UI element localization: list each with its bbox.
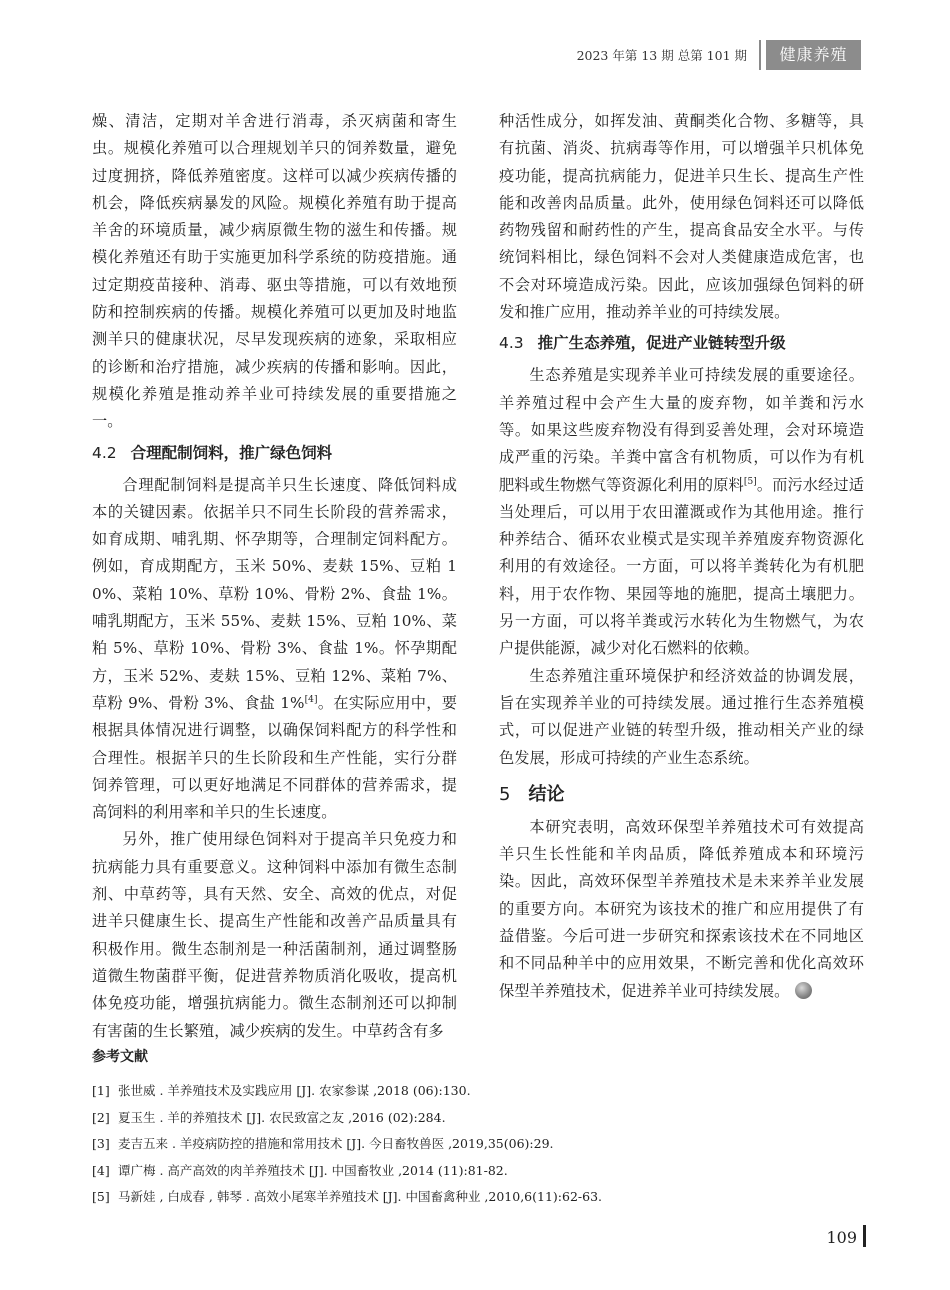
reference-item — [92, 1078, 852, 1105]
reference-number: [1] — [92, 1083, 110, 1098]
paragraph-text: 合理配制饲料是提高羊只生长速度、降低饲料成本的关键因素。依据羊只不同生长阶段的营养需求，如育成期、哺乳期、怀孕期等，合理制定饲料配方。例如，育成期配方，玉米 50%、麦麸 15%、豆粕 10%、菜粕 10%、草粉 10%、骨粉 2%、食盐 1%。哺乳期配方，玉米 55%、麦麸 15%、豆粕 10%、菜粕 5%、草粉 10%、骨粉 3%、食盐 1%。怀孕期配方，玉米 52%、麦麸 15%、豆粕 12%、菜粕 7%、草粉 9%、骨粉 3%、食盐 1% — [92, 475, 457, 712]
page-number-bar — [863, 1225, 866, 1247]
section-heading-4-2 — [92, 440, 457, 467]
page-number: 109 — [826, 1228, 857, 1247]
right-column — [499, 108, 864, 1005]
section-heading-5 — [499, 780, 864, 810]
reference-item — [92, 1158, 852, 1185]
left-column — [92, 108, 457, 1045]
end-mark-icon — [795, 982, 812, 999]
reference-number: [2] — [92, 1109, 110, 1125]
section-title: 合理配制饲料，推广绿色饲料 — [130, 443, 333, 462]
citation: [5] — [743, 476, 757, 487]
references — [92, 1046, 852, 1211]
reference-text: 谭广梅 . 高产高效的肉羊养殖技术 [J]. 中国畜牧业 ,2014 (11):81-82. — [118, 1162, 508, 1178]
section-title: 推广生态养殖，促进产业链转型升级 — [537, 334, 786, 353]
paragraph-text: 本研究表明，高效环保型羊养殖技术可有效提高羊只生长性能和羊肉品质，降低养殖成本和环境污染。因此，高效环保型羊养殖技术是未来养羊业发展的重要方向。本研究为该技术的推广和应用提供了有益借鉴。今后可进一步研究和探索该技术在不同地区和不同品种羊中的应用效果，不断完善和优化高效环保型羊养殖技术，促进养羊业可持续发展。 — [499, 817, 864, 1000]
section-tag: 健康养殖 — [766, 40, 861, 70]
paragraph: 种活性成分，如挥发油、黄酮类化合物、多糖等，具有抗菌、消炎、抗病毒等作用，可以增强羊只机体免疫功能，提高抗病能力，促进羊只生长、提高生产性能和改善肉品质量。此外，使用绿色饲料还可以降低药物残留和耐药性的产生，提高食品安全水平。与传统饲料相比，绿色饲料不会对人类健康造成危害，也不会对环境造成污染。因此，应该加强绿色饲料的研发和推广应用，推动养羊业的可持续发展。 — [499, 112, 864, 322]
issue-info: 2023 年第 13 期 总第 101 期 — [576, 48, 747, 63]
paragraph-text: 生态养殖是实现养羊业可持续发展的重要途径。羊养殖过程中会产生大量的废弃物，如羊粪和污水等。如果这些废弃物没有得到妥善处理，会对环境造成严重的污染。羊粪中富含有机物质，可以作为有机肥料或生物燃气等资源化利用的原料 — [499, 366, 864, 494]
citation: [4] — [304, 694, 318, 705]
paragraph: 燥、清洁，定期对羊舍进行消毒，杀灭病菌和寄生虫。规模化养殖可以合理规划羊只的饲养数量，避免过度拥挤，降低养殖密度。这样可以减少疾病传播的机会，降低疾病暴发的风险。规模化养殖有助于提高羊舍的环境质量，减少病原微生物的滋生和传播。规模化养殖还有助于实施更加科学系统的防疫措施。通过定期疫苗接种、消毒、驱虫等措施，可以有效地预防和控制疾病的传播。规模化养殖可以更加及时地监测羊只的健康状况，尽早发现疾病的迹象，采取相应的诊断和治疗措施，减少疾病的传播和影响。因此，规模化养殖是推动养羊业可持续发展的重要措施之一。 — [92, 112, 457, 431]
section-number: 4.3 — [499, 334, 524, 353]
paragraph: 生态养殖注重环境保护和经济效益的协调发展，旨在实现养羊业的可持续发展。通过推行生态养殖模式，可以促进产业链的转型升级，推动相关产业的绿色发展，形成可持续的产业生态系统。 — [499, 666, 864, 767]
references-title: 参考文献 — [92, 1049, 148, 1065]
section-title: 结论 — [528, 783, 565, 805]
header-divider — [759, 40, 761, 70]
reference-number: [3] — [92, 1136, 110, 1151]
reference-number: [5] — [92, 1189, 110, 1204]
reference-text: 麦吉五来 . 羊疫病防控的措施和常用技术 [J]. 今日畜牧兽医 ,2019,35(06):29. — [118, 1136, 554, 1151]
reference-item — [92, 1105, 852, 1132]
reference-item — [92, 1131, 852, 1158]
section-number: 4.2 — [92, 443, 117, 462]
reference-text: 张世威 . 羊养殖技术及实践应用 [J]. 农家参谋 ,2018 (06):130. — [118, 1083, 471, 1098]
paragraph — [499, 362, 864, 662]
section-heading-4-3 — [499, 330, 864, 357]
paragraph: 另外，推广使用绿色饲料对于提高羊只免疫力和抗病能力具有重要意义。这种饲料中添加有微生态制剂、中草药等，具有天然、安全、高效的优点，对促进羊只健康生长、提高生产性能和改善产品质量具有积极作用。微生态制剂是一种活菌制剂，通过调整肠道微生物菌群平衡，促进营养物质消化吸收，提高机体免疫功能，增强抗病能力。微生态制剂还可以抑制有害菌的生长繁殖，减少疾病的发生。中草药含有多 — [92, 830, 457, 1040]
reference-item — [92, 1184, 852, 1211]
page-header — [0, 38, 950, 74]
paragraph-text: 。在实际应用中，要根据具体情况进行调整，以确保饲料配方的科学性和合理性。根据羊只的生长阶段和生产性能，实行分群饲养管理，可以更好地满足不同群体的营养需求，提高饲料的利用率和羊只的生长速度。 — [92, 693, 458, 822]
paragraph — [499, 814, 864, 1005]
section-number: 5 — [499, 783, 511, 805]
paragraph — [92, 472, 457, 827]
reference-text: 夏玉生 . 羊的养殖技术 [J]. 农民致富之友 ,2016 (02):284. — [118, 1109, 446, 1125]
reference-text: 马新娃 , 白成春 , 韩琴 . 高效小尾寒羊养殖技术 [J]. 中国畜禽种业 ,2010,6(11):62-63. — [118, 1189, 603, 1204]
reference-number: [4] — [92, 1162, 110, 1178]
paragraph-text: 。而污水经过适当处理后，可以用于农田灌溉或作为其他用途。推行种养结合、循环农业模式是实现羊养殖废弃物资源化利用的有效途径。一方面，可以将羊粪转化为有机肥料，用于农作物、果园等地的施肥，提高土壤肥力。另一方面，可以将羊粪或污水转化为生物燃气，为农户提供能源，减少对化石燃料的依赖。 — [499, 475, 864, 658]
